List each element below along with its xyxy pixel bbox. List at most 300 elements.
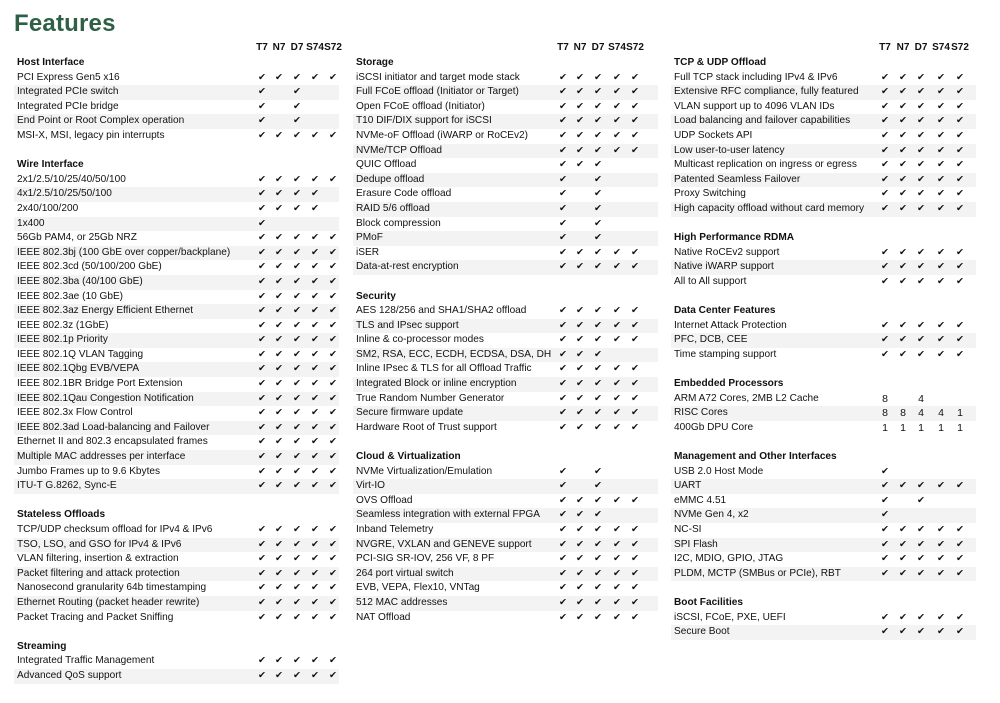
- check-icon: ✔: [576, 71, 584, 83]
- check-icon: ✔: [329, 363, 337, 375]
- feature-label: Low user-to-user latency: [674, 144, 785, 156]
- feature-label: PMoF: [356, 232, 383, 244]
- check-icon: ✔: [559, 348, 567, 360]
- feature-label: PCI-SIG SR-IOV, 256 VF, 8 PF: [356, 553, 495, 565]
- section-title: High Performance RDMA: [674, 232, 795, 244]
- section-title: Host Interface: [17, 57, 85, 68]
- check-icon: ✔: [631, 100, 639, 112]
- feature-label: End Point or Root Complex operation: [17, 115, 185, 127]
- section-heading: [671, 596, 976, 611]
- section-title: Boot Facilities: [674, 596, 743, 608]
- check-icon: ✔: [311, 71, 319, 83]
- check-icon: ✔: [293, 348, 301, 360]
- check-icon: ✔: [258, 71, 266, 83]
- check-icon: ✔: [329, 567, 337, 579]
- check-icon: ✔: [613, 567, 621, 579]
- check-icon: ✔: [594, 378, 602, 390]
- check-icon: ✔: [631, 115, 639, 127]
- check-icon: ✔: [258, 378, 266, 390]
- check-icon: ✔: [275, 480, 283, 492]
- check-icon: ✔: [613, 319, 621, 331]
- feature-label: 512 MAC addresses: [356, 596, 448, 608]
- count-value: 1: [900, 421, 906, 434]
- check-icon: ✔: [613, 363, 621, 375]
- check-icon: ✔: [311, 596, 319, 608]
- check-icon: ✔: [937, 144, 945, 156]
- check-icon: ✔: [258, 538, 266, 550]
- check-icon: ✔: [258, 188, 266, 200]
- column-header-d7: D7: [914, 42, 928, 53]
- check-icon: ✔: [275, 232, 283, 244]
- feature-label: Ethernet II and 802.3 encapsulated frames: [17, 436, 208, 448]
- check-icon: ✔: [631, 246, 639, 258]
- check-icon: ✔: [594, 567, 602, 579]
- feature-label: Nanosecond granularity 64b timestamping: [17, 582, 207, 594]
- check-icon: ✔: [258, 100, 266, 112]
- check-icon: ✔: [631, 421, 639, 433]
- column-header-n7: N7: [272, 42, 286, 53]
- check-icon: ✔: [613, 553, 621, 565]
- check-icon: ✔: [293, 480, 301, 492]
- feature-row: [353, 71, 658, 86]
- check-icon: ✔: [275, 363, 283, 375]
- check-icon: ✔: [594, 319, 602, 331]
- section-title: Stateless Offloads: [17, 509, 106, 521]
- check-icon: ✔: [594, 494, 602, 506]
- check-icon: ✔: [576, 86, 584, 98]
- section-title: Cloud & Virtualization: [356, 451, 461, 463]
- check-icon: ✔: [258, 582, 266, 594]
- feature-label: Jumbo Frames up to 9.6 Kbytes: [17, 465, 161, 477]
- feature-label: Internet Attack Protection: [674, 319, 787, 331]
- check-icon: ✔: [594, 246, 602, 258]
- check-icon: ✔: [917, 159, 925, 171]
- check-icon: ✔: [937, 202, 945, 214]
- check-icon: ✔: [258, 246, 266, 258]
- feature-row: [353, 231, 658, 246]
- feature-row: [353, 508, 658, 523]
- check-icon: ✔: [937, 626, 945, 638]
- check-icon: ✔: [881, 159, 889, 171]
- feature-row: [671, 187, 976, 202]
- check-icon: ✔: [559, 334, 567, 346]
- feature-row: [14, 377, 339, 392]
- feature-label: Virt-IO: [356, 480, 385, 492]
- check-icon: ✔: [311, 129, 319, 141]
- check-icon: ✔: [594, 144, 602, 156]
- check-icon: ✔: [956, 553, 964, 565]
- check-icon: ✔: [956, 188, 964, 200]
- check-icon: ✔: [258, 655, 266, 667]
- check-icon: ✔: [559, 202, 567, 214]
- check-icon: ✔: [293, 392, 301, 404]
- check-icon: ✔: [899, 348, 907, 360]
- check-icon: ✔: [311, 392, 319, 404]
- check-icon: ✔: [559, 188, 567, 200]
- feature-row: [14, 71, 339, 86]
- check-icon: ✔: [576, 596, 584, 608]
- check-icon: ✔: [631, 524, 639, 535]
- check-icon: ✔: [311, 567, 319, 579]
- spacer-row: [671, 581, 976, 596]
- check-icon: ✔: [293, 567, 301, 579]
- feature-label: Data-at-rest encryption: [356, 261, 459, 273]
- check-icon: ✔: [594, 538, 602, 550]
- check-icon: ✔: [293, 100, 301, 112]
- feature-label: NVMe-oF Offload (iWARP or RoCEv2): [356, 129, 529, 141]
- check-icon: ✔: [899, 86, 907, 98]
- check-icon: ✔: [631, 86, 639, 98]
- check-icon: ✔: [937, 348, 945, 360]
- feature-row: [671, 523, 976, 538]
- feature-row: [671, 421, 976, 436]
- check-icon: ✔: [293, 553, 301, 565]
- feature-row: [353, 173, 658, 188]
- feature-row: [671, 260, 976, 275]
- feature-row: [671, 348, 976, 363]
- section-heading: [671, 56, 976, 71]
- check-icon: ✔: [258, 275, 266, 287]
- check-icon: ✔: [899, 626, 907, 638]
- check-icon: ✔: [899, 275, 907, 287]
- feature-column-2: [353, 42, 658, 625]
- check-icon: ✔: [275, 378, 283, 390]
- feature-row: [671, 158, 976, 173]
- check-icon: ✔: [293, 261, 301, 273]
- feature-label: IEEE 802.1Qbg EVB/VEPA: [17, 363, 140, 375]
- check-icon: ✔: [631, 261, 639, 273]
- feature-label: Integrated PCIe bridge: [17, 100, 119, 112]
- check-icon: ✔: [293, 232, 301, 244]
- check-icon: ✔: [937, 538, 945, 550]
- check-icon: ✔: [881, 115, 889, 127]
- feature-row: [14, 217, 339, 232]
- check-icon: ✔: [258, 363, 266, 375]
- feature-row: [671, 114, 976, 129]
- check-icon: ✔: [576, 363, 584, 375]
- check-icon: ✔: [311, 538, 319, 550]
- feature-label: UDP Sockets API: [674, 129, 753, 141]
- check-icon: ✔: [594, 509, 602, 521]
- feature-row: [14, 567, 339, 582]
- check-icon: ✔: [329, 348, 337, 360]
- check-icon: ✔: [258, 553, 266, 565]
- check-icon: ✔: [594, 334, 602, 346]
- count-value: 8: [900, 407, 906, 420]
- check-icon: ✔: [594, 363, 602, 375]
- feature-row: [353, 567, 658, 582]
- feature-label: Native RoCEv2 support: [674, 246, 780, 258]
- check-icon: ✔: [881, 626, 889, 638]
- check-icon: ✔: [293, 465, 301, 477]
- check-icon: ✔: [293, 86, 301, 98]
- check-icon: ✔: [594, 407, 602, 419]
- check-icon: ✔: [881, 202, 889, 214]
- check-icon: ✔: [594, 188, 602, 200]
- check-icon: ✔: [917, 86, 925, 98]
- feature-label: Inband Telemetry: [356, 524, 434, 535]
- check-icon: ✔: [613, 334, 621, 346]
- check-icon: ✔: [559, 305, 567, 317]
- check-icon: ✔: [613, 524, 621, 535]
- feature-label: Hardware Root of Trust support: [356, 421, 497, 433]
- spacer-row: [14, 494, 339, 509]
- feature-row: [14, 611, 339, 626]
- check-icon: ✔: [258, 348, 266, 360]
- check-icon: ✔: [329, 669, 337, 681]
- check-icon: ✔: [258, 669, 266, 681]
- feature-label: Integrated PCIe switch: [17, 86, 119, 98]
- check-icon: ✔: [275, 275, 283, 287]
- check-icon: ✔: [899, 173, 907, 185]
- check-icon: ✔: [937, 86, 945, 98]
- check-icon: ✔: [258, 217, 266, 229]
- check-icon: ✔: [559, 509, 567, 521]
- check-icon: ✔: [576, 524, 584, 535]
- check-icon: ✔: [594, 115, 602, 127]
- section-heading: [14, 158, 339, 173]
- check-icon: ✔: [899, 159, 907, 171]
- check-icon: ✔: [937, 173, 945, 185]
- spacer-row: [671, 290, 976, 305]
- check-icon: ✔: [899, 129, 907, 141]
- feature-row: [14, 596, 339, 611]
- feature-row: [671, 202, 976, 217]
- check-icon: ✔: [559, 115, 567, 127]
- check-icon: ✔: [275, 538, 283, 550]
- section-title: Wire Interface: [17, 159, 84, 171]
- check-icon: ✔: [311, 188, 319, 200]
- feature-label: IEEE 802.3z (1GbE): [17, 319, 109, 331]
- check-icon: ✔: [311, 524, 319, 535]
- check-icon: ✔: [956, 246, 964, 258]
- feature-row: [353, 100, 658, 115]
- check-icon: ✔: [258, 421, 266, 433]
- feature-label: Secure Boot: [674, 626, 730, 638]
- feature-label: IEEE 802.1BR Bridge Port Extension: [17, 378, 183, 390]
- check-icon: ✔: [293, 378, 301, 390]
- check-icon: ✔: [956, 129, 964, 141]
- feature-row: [353, 333, 658, 348]
- section-title: Management and Other Interfaces: [674, 451, 837, 463]
- check-icon: ✔: [293, 173, 301, 185]
- feature-label: OVS Offload: [356, 494, 413, 506]
- check-icon: ✔: [881, 144, 889, 156]
- check-icon: ✔: [329, 465, 337, 477]
- check-icon: ✔: [881, 509, 889, 521]
- feature-label: Load balancing and failover capabilities: [674, 115, 851, 127]
- check-icon: ✔: [275, 407, 283, 419]
- check-icon: ✔: [917, 144, 925, 156]
- check-icon: ✔: [576, 378, 584, 390]
- feature-row: [671, 625, 976, 640]
- check-icon: ✔: [881, 553, 889, 565]
- check-icon: ✔: [293, 290, 301, 302]
- check-icon: ✔: [329, 246, 337, 258]
- check-icon: ✔: [258, 129, 266, 141]
- feature-label: RISC Cores: [674, 407, 728, 419]
- feature-column-3: [671, 42, 976, 640]
- check-icon: ✔: [329, 129, 337, 141]
- check-icon: ✔: [881, 173, 889, 185]
- feature-label: Multicast replication on ingress or egress: [674, 159, 857, 171]
- feature-label: 4x1/2.5/10/25/50/100: [17, 188, 112, 200]
- check-icon: ✔: [917, 115, 925, 127]
- feature-label: NC-SI: [674, 524, 702, 535]
- feature-row: [671, 85, 976, 100]
- feature-row: [671, 611, 976, 626]
- spacer-row: [353, 435, 658, 450]
- column-header-n7: N7: [573, 42, 587, 53]
- check-icon: ✔: [329, 305, 337, 317]
- check-icon: ✔: [275, 567, 283, 579]
- check-icon: ✔: [275, 436, 283, 448]
- check-icon: ✔: [293, 305, 301, 317]
- check-icon: ✔: [559, 407, 567, 419]
- check-icon: ✔: [576, 159, 584, 171]
- check-icon: ✔: [937, 319, 945, 331]
- check-icon: ✔: [576, 421, 584, 433]
- check-icon: ✔: [311, 305, 319, 317]
- feature-label: Inline & co-processor modes: [356, 334, 484, 346]
- check-icon: ✔: [311, 421, 319, 433]
- check-icon: ✔: [917, 319, 925, 331]
- check-icon: ✔: [576, 494, 584, 506]
- check-icon: ✔: [594, 202, 602, 214]
- check-icon: ✔: [576, 538, 584, 550]
- feature-label: Block compression: [356, 217, 441, 229]
- check-icon: ✔: [329, 596, 337, 608]
- feature-label: VLAN filtering, insertion & extraction: [17, 553, 179, 565]
- check-icon: ✔: [258, 567, 266, 579]
- check-icon: ✔: [275, 524, 283, 535]
- check-icon: ✔: [937, 553, 945, 565]
- check-icon: ✔: [631, 611, 639, 623]
- check-icon: ✔: [899, 553, 907, 565]
- check-icon: ✔: [631, 553, 639, 565]
- feature-label: NAT Offload: [356, 611, 411, 623]
- check-icon: ✔: [594, 421, 602, 433]
- column-header-t7: T7: [879, 42, 891, 53]
- check-icon: ✔: [293, 129, 301, 141]
- check-icon: ✔: [956, 319, 964, 331]
- check-icon: ✔: [917, 71, 925, 83]
- check-icon: ✔: [881, 188, 889, 200]
- count-value: 1: [938, 421, 944, 434]
- check-icon: ✔: [613, 582, 621, 594]
- feature-label: T10 DIF/DIX support for iSCSI: [356, 115, 492, 127]
- feature-label: NVGRE, VXLAN and GENEVE support: [356, 538, 532, 550]
- feature-row: [671, 246, 976, 261]
- feature-row: [14, 362, 339, 377]
- check-icon: ✔: [258, 407, 266, 419]
- check-icon: ✔: [613, 611, 621, 623]
- feature-row: [353, 406, 658, 421]
- check-icon: ✔: [613, 494, 621, 506]
- check-icon: ✔: [881, 86, 889, 98]
- feature-label: IEEE 802.3ba (40/100 GbE): [17, 275, 143, 287]
- check-icon: ✔: [559, 261, 567, 273]
- check-icon: ✔: [881, 611, 889, 623]
- check-icon: ✔: [329, 611, 337, 623]
- check-icon: ✔: [899, 188, 907, 200]
- check-icon: ✔: [937, 100, 945, 112]
- check-icon: ✔: [559, 144, 567, 156]
- feature-row: [353, 260, 658, 275]
- check-icon: ✔: [576, 582, 584, 594]
- check-icon: ✔: [613, 305, 621, 317]
- feature-label: UART: [674, 480, 702, 492]
- check-icon: ✔: [576, 115, 584, 127]
- feature-label: I2C, MDIO, GPIO, JTAG: [674, 553, 784, 565]
- check-icon: ✔: [917, 494, 925, 506]
- check-icon: ✔: [275, 465, 283, 477]
- check-icon: ✔: [311, 553, 319, 565]
- check-icon: ✔: [956, 275, 964, 287]
- feature-label: Multiple MAC addresses per interface: [17, 451, 186, 463]
- check-icon: ✔: [956, 144, 964, 156]
- check-icon: ✔: [329, 334, 337, 346]
- check-icon: ✔: [576, 509, 584, 521]
- check-icon: ✔: [275, 392, 283, 404]
- check-icon: ✔: [613, 71, 621, 83]
- check-icon: ✔: [956, 173, 964, 185]
- column-header-t7: T7: [256, 42, 268, 53]
- check-icon: ✔: [329, 275, 337, 287]
- count-value: 4: [938, 407, 944, 420]
- count-value: 8: [882, 407, 888, 420]
- feature-label: IEEE 802.1Qau Congestion Notification: [17, 392, 194, 404]
- check-icon: ✔: [576, 319, 584, 331]
- feature-row: [671, 333, 976, 348]
- check-icon: ✔: [293, 202, 301, 214]
- check-icon: ✔: [631, 71, 639, 83]
- check-icon: ✔: [937, 261, 945, 273]
- check-icon: ✔: [293, 407, 301, 419]
- check-icon: ✔: [293, 275, 301, 287]
- feature-row: [14, 348, 339, 363]
- feature-label: IEEE 802.3az Energy Efficient Ethernet: [17, 305, 193, 317]
- check-icon: ✔: [937, 71, 945, 83]
- feature-label: IEEE 802.3ad Load-balancing and Failover: [17, 421, 210, 433]
- feature-label: Advanced QoS support: [17, 669, 122, 681]
- feature-row: [14, 319, 339, 334]
- check-icon: ✔: [258, 596, 266, 608]
- section-heading: [14, 56, 339, 71]
- check-icon: ✔: [613, 86, 621, 98]
- feature-label: Proxy Switching: [674, 188, 746, 200]
- feature-row: [671, 71, 976, 86]
- check-icon: ✔: [576, 246, 584, 258]
- spacer-row: [353, 275, 658, 290]
- check-icon: ✔: [559, 494, 567, 506]
- check-icon: ✔: [613, 144, 621, 156]
- feature-label: Extensive RFC compliance, fully featured: [674, 86, 859, 98]
- check-icon: ✔: [594, 129, 602, 141]
- check-icon: ✔: [899, 611, 907, 623]
- feature-row: [353, 596, 658, 611]
- count-value: 1: [918, 421, 924, 434]
- check-icon: ✔: [559, 465, 567, 477]
- feature-row: [353, 246, 658, 261]
- check-icon: ✔: [559, 524, 567, 535]
- check-icon: ✔: [258, 611, 266, 623]
- check-icon: ✔: [956, 611, 964, 623]
- check-icon: ✔: [329, 421, 337, 433]
- check-icon: ✔: [576, 407, 584, 419]
- check-icon: ✔: [293, 188, 301, 200]
- check-icon: ✔: [881, 334, 889, 346]
